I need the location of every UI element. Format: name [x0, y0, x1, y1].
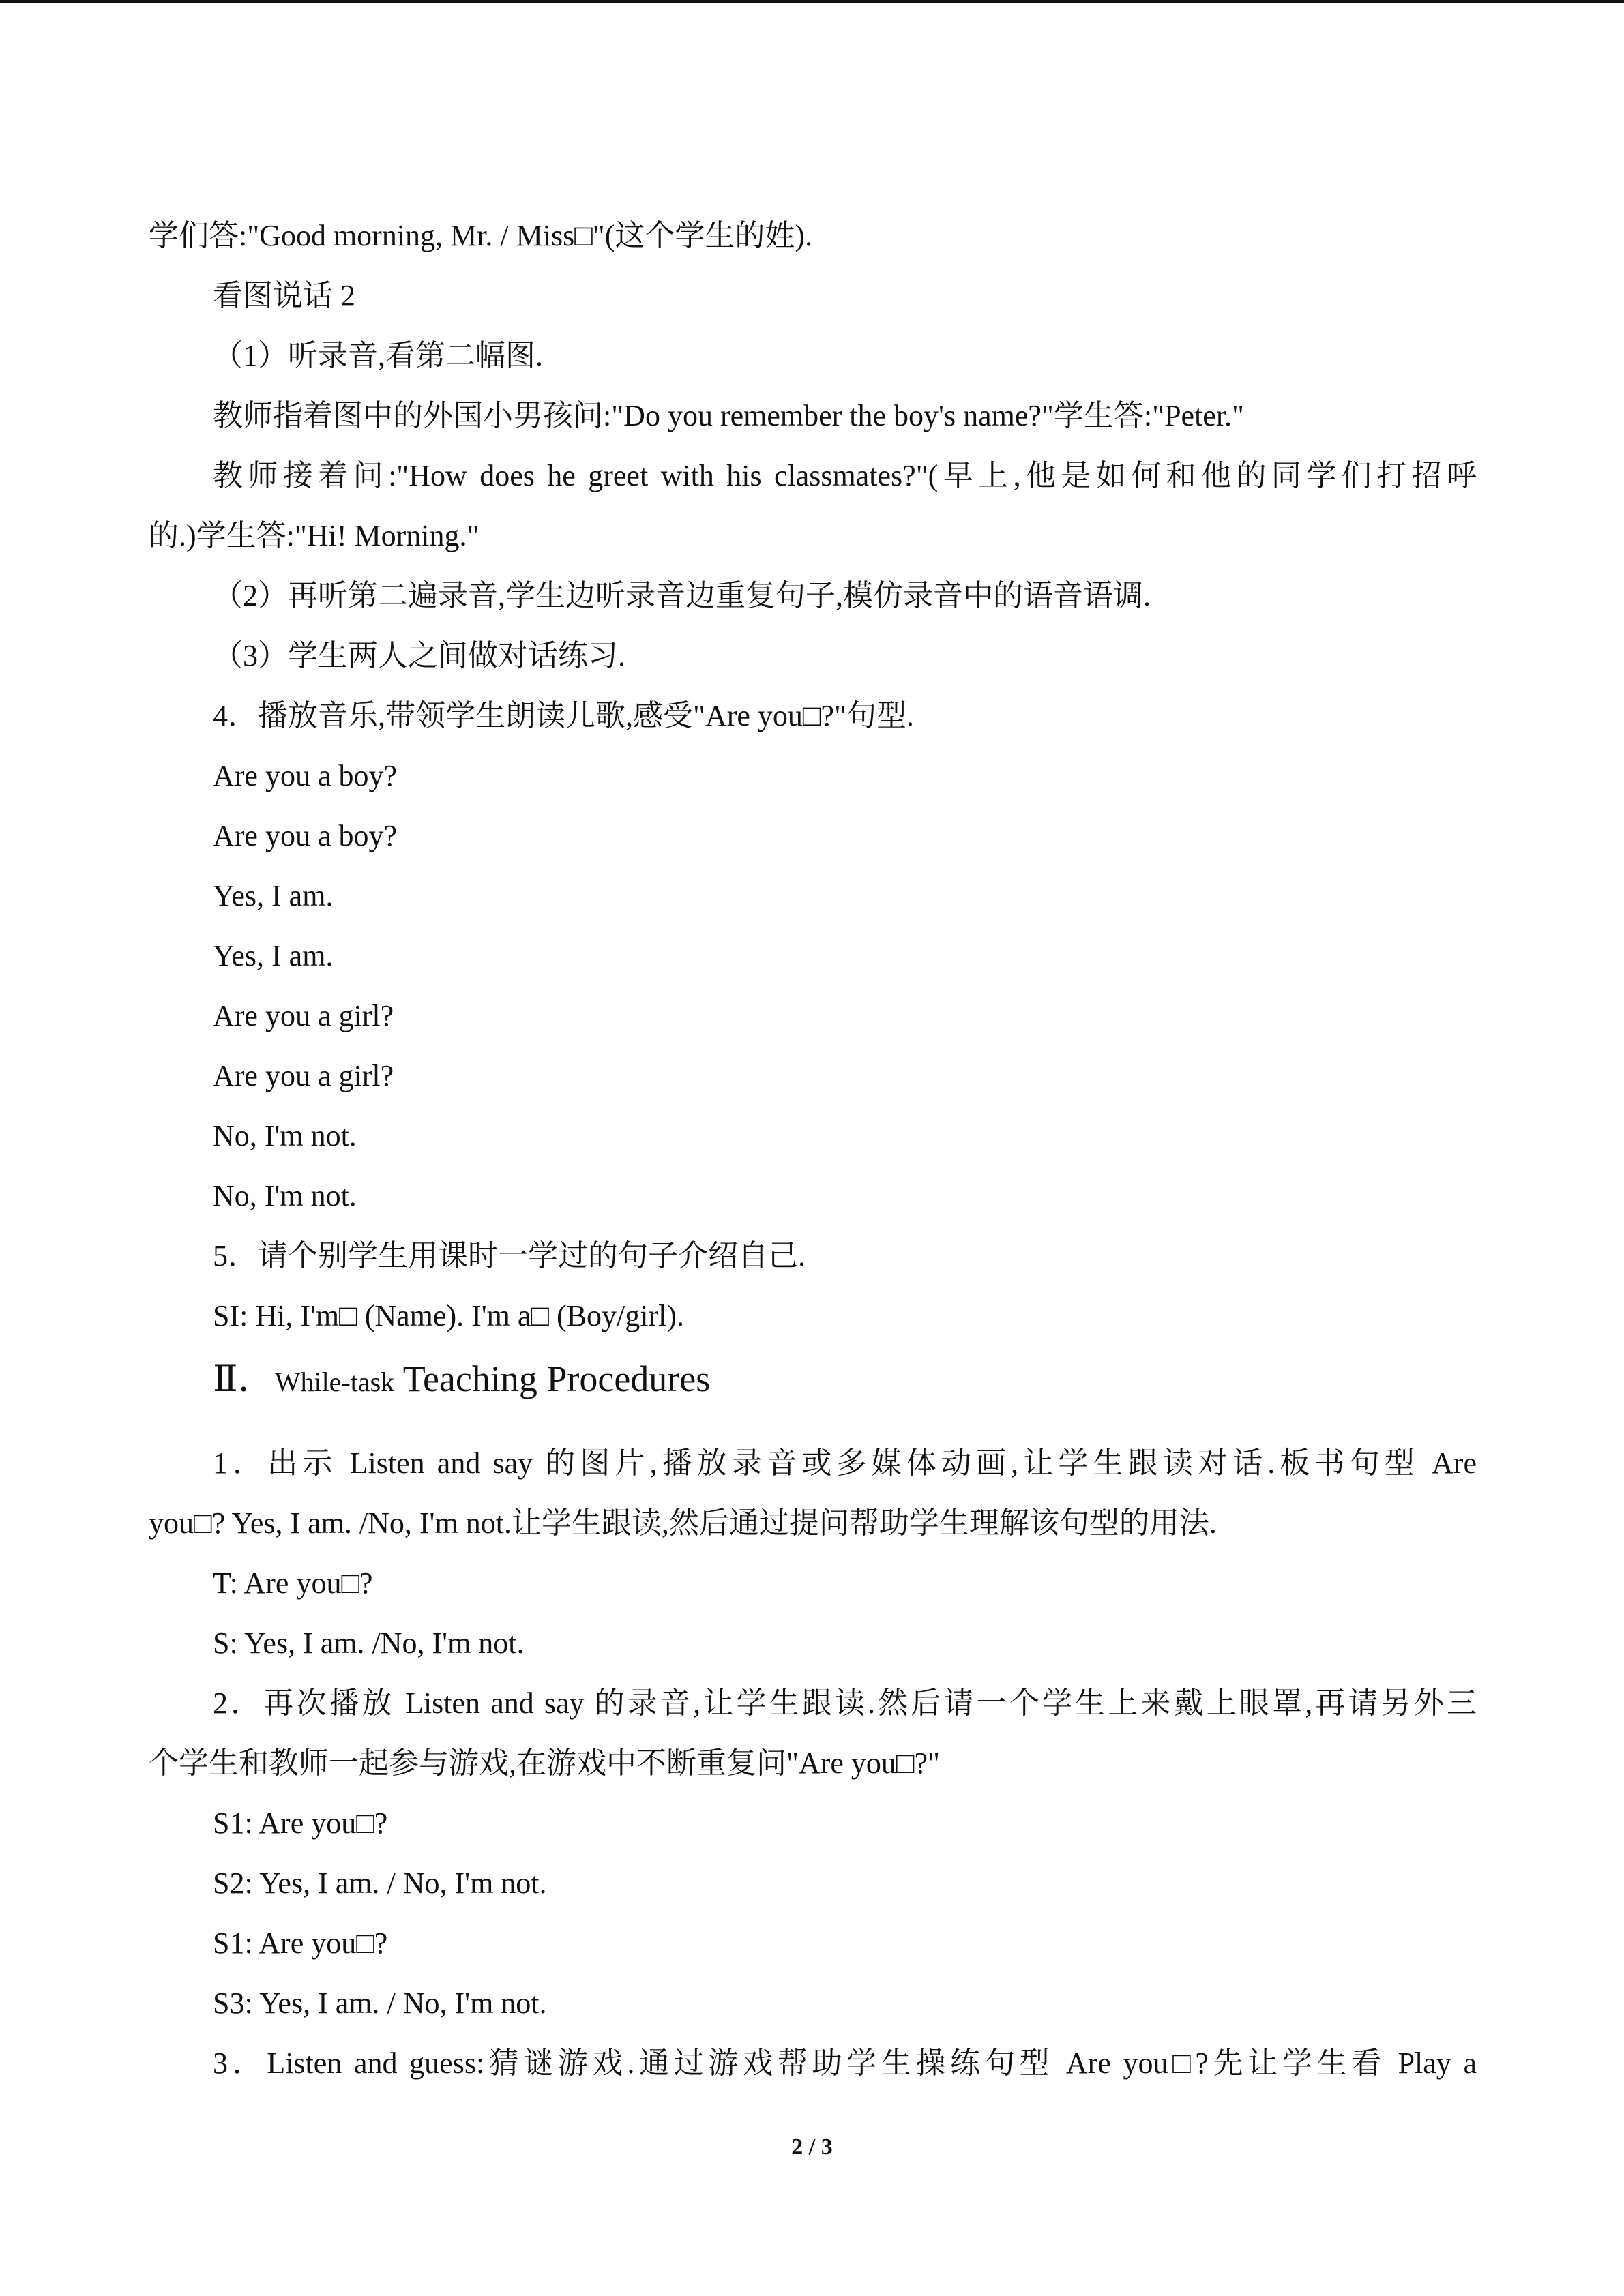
text-line: No, I'm not.	[213, 1119, 357, 1152]
page-number: 2 / 3	[791, 2134, 833, 2160]
section-label-large: Teaching Procedures	[394, 1358, 711, 1399]
text-line: Are you a girl?	[213, 1059, 394, 1092]
text-line: S: Yes, I am. /No, I'm not.	[213, 1626, 525, 1660]
text-line: （3）学生两人之间做对话练习.	[213, 639, 625, 672]
text-line: 学们答:"Good morning, Mr. / Miss□"(这个学生的姓).	[149, 219, 813, 252]
text-line: Are you a girl?	[213, 999, 394, 1032]
text-line: 4．播放音乐,带领学生朗读儿歌,感受"Are you□?"句型.	[213, 699, 914, 732]
text-line: 2．再次播放 Listen and say 的录音,让学生跟读.然后请一个学生上来戴上眼罩,再请另外三	[213, 1686, 1477, 1720]
text-line: （1）听录音,看第二幅图.	[213, 339, 543, 372]
text-line: （2）再听第二遍录音,学生边听录音边重复句子,模仿录音中的语音语调.	[213, 579, 1151, 612]
text-line: Yes, I am.	[213, 879, 334, 912]
text-line: S3: Yes, I am. / No, I'm not.	[213, 1986, 547, 2020]
text-line: S1: Are you□?	[213, 1806, 388, 1840]
text-line: you□? Yes, I am. /No, I'm not.让学生跟读,然后通过提问帮助学生理解该句型的用法.	[149, 1506, 1217, 1540]
text-line: Are you a boy?	[213, 759, 398, 792]
text-line: Are you a boy?	[213, 819, 398, 852]
text-line: 个学生和教师一起参与游戏,在游戏中不断重复问"Are you□?"	[149, 1746, 940, 1780]
text-line: 3．Listen and guess:猜谜游戏.通过游戏帮助学生操练句型 Are you□?先让学生看 Play a	[213, 2046, 1477, 2080]
text-line: T: Are you□?	[213, 1566, 373, 1600]
text-line: No, I'm not.	[213, 1179, 357, 1212]
section-label-small: While-task	[274, 1367, 395, 1397]
text-line: S2: Yes, I am. / No, I'm not.	[213, 1866, 547, 1900]
section-numeral: Ⅱ．	[213, 1358, 275, 1399]
text-line: Yes, I am.	[213, 939, 334, 972]
text-line: S1: Are you□?	[213, 1926, 388, 1960]
section-heading	[0, 1358, 1624, 1399]
text-line: SI: Hi, I'm□ (Name). I'm a□ (Boy/girl).	[213, 1299, 684, 1332]
text-line: 5．请个别学生用课时一学过的句子介绍自己.	[213, 1239, 806, 1272]
text-line: 教师指着图中的外国小男孩问:"Do you remember the boy's name?"学生答:"Peter."	[213, 399, 1245, 432]
text-line: 的.)学生答:"Hi! Morning."	[149, 519, 479, 552]
text-line: 看图说话 2	[213, 279, 355, 312]
text-line: 教师接着问:"How does he greet with his classmates?"(早上,他是如何和他的同学们打招呼	[213, 459, 1477, 492]
text-line: 1．出示 Listen and say 的图片,播放录音或多媒体动画,让学生跟读对话.板书句型 Are	[213, 1446, 1477, 1480]
